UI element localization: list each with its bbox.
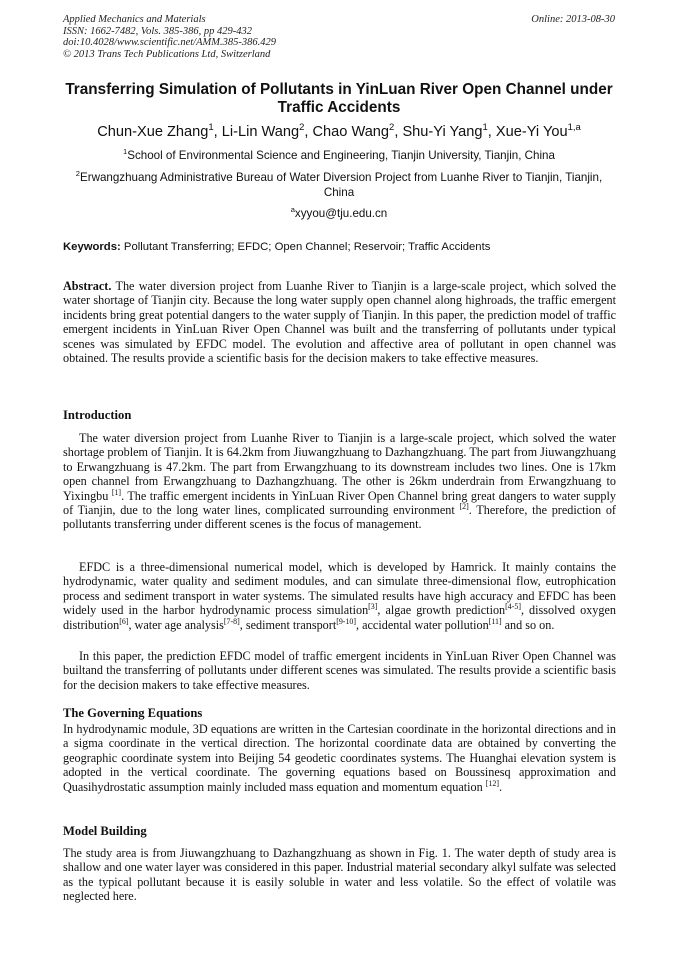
journal-header	[63, 14, 615, 60]
paragraph-text: . Therefore, the prediction of pollutants transferring under different scenes is the focus of management.	[63, 503, 616, 532]
citation[interactable]: [4-5]	[505, 602, 521, 612]
abstract	[63, 279, 616, 365]
paper-title: Transferring Simulation of Pollutants in YinLuan River Open Channel under Traffic Accidents	[65, 81, 613, 116]
paragraph-text: EFDC is a three-dimensional numerical model, which is developed by Hamrick. It mainly contains the hydrodynamic, water quality and sediment modules, and can simulate three-dimensional flow, eutrophication process and sediment transport in water systems. The simulated results have high accuracy and EFDC has been widely used in the harbor hydrodynamic process simulation	[63, 560, 616, 618]
paragraph-text: . The traffic emergent incidents in YinLuan River Open Channel bring great dangers to water supply of Tianjin, due to the long water lines, complicated surrounding environment	[63, 488, 616, 518]
doi-line: doi:10.4028/www.scientific.net/AMM.385-386.429	[63, 37, 276, 49]
abstract-label: Abstract.	[63, 279, 112, 293]
paragraph-text: , water age analysis	[128, 617, 224, 632]
copyright-line: © 2013 Trans Tech Publications Ltd, Switzerland	[63, 48, 271, 60]
author-affil-mark: 1	[482, 122, 488, 134]
abstract-text: The water diversion project from Luanhe River to Tianjin is a large-scale project, which solved the water shortage of Tianjin city. Because the long water supply open channel along highroads, the traffic emergent incidents bring great potential dangers to the water supply of Tianjin. In this paper, the prediction model of traffic emergent incidents in YinLuan River Open Channel was built and the transferring of pollutants under typical scenes was simulated by EFDC model. The evolution and affective area of pollutant in open channel was obtained. The results provide a scientific basis for the decision makers to take effective measures.	[63, 279, 617, 366]
journal-name: Applied Mechanics and Materials	[63, 14, 206, 25]
affiliation-mark: 2	[75, 169, 80, 179]
citation[interactable]: [3]	[368, 602, 378, 612]
affiliation-1	[60, 148, 618, 163]
affiliation-text: School of Environmental Science and Engineering, Tianjin University, Tianjin, China	[127, 149, 555, 162]
issn-line: ISSN: 1662-7482, Vols. 385-386, pp 429-432	[63, 25, 252, 37]
author-name: Chun-Xue Zhang	[97, 124, 209, 140]
affiliation-2	[60, 170, 618, 200]
author-name: Li-Lin Wang	[221, 124, 300, 140]
keywords-label: Keywords:	[63, 241, 121, 253]
paragraph-text: , sediment transport	[239, 617, 337, 632]
citation[interactable]: [7-8]	[223, 616, 240, 626]
intro-paragraph-3: In this paper, the prediction EFDC model of traffic emergent incidents in YinLuan River Open Channel was builtand the transferring of pollutants under different scenes was simulated. The results provide a scientific basis for the decision makers to take effective measures.	[63, 649, 616, 692]
citation[interactable]: [2]	[459, 501, 469, 511]
paragraph-text: and so on.	[501, 617, 555, 632]
paragraph-text: , accidental water pollution	[356, 617, 489, 632]
keywords-text: Pollutant Transferring; EFDC; Open Channel; Reservoir; Traffic Accidents	[123, 241, 491, 253]
citation[interactable]: [1]	[111, 487, 122, 497]
section-heading-governing-equations: The Governing Equations	[63, 706, 203, 720]
governing-paragraph	[63, 722, 616, 794]
paragraph-text: , dissolved oxygen distribution	[63, 603, 616, 632]
author-list: Chun-Xue Zhang$^1$, Li-Lin Wang$^2$, Chao Wang$^2$, Shu-Yi Yang$^1$, Xue-Yi You$^{1,a}$	[97, 122, 581, 140]
author-name: Xue-Yi You	[495, 124, 568, 140]
affiliation-text: Erwangzhuang Administrative Bureau of Water Diversion Project from Luanhe River to Tianjin, Tianjin, China	[80, 171, 603, 199]
author-affil-mark: 2	[389, 122, 395, 134]
citation[interactable]: [6]	[119, 616, 129, 626]
affiliation-mark: 1	[123, 147, 128, 157]
paragraph-text: .	[498, 779, 503, 794]
intro-paragraph-2	[63, 560, 616, 632]
paragraph-text: The water diversion project from Luanhe River to Tianjin is a large-scale project, which solved the water shortage problem of Tianjin. It is 64.2km from Jiuwangzhuang to Dazhangzhuang. The part from Jiuwangzhuang to Erwangzhuang is 47.2km. The part from Erwangzhuang to its downstream includes two lines. One is 17km open channel from Erwangzhuang to Dazhangzhuang. The other is 26km underdrain from Erwangzhuang to Yixingbu	[63, 431, 616, 503]
citation[interactable]: [12]	[485, 778, 499, 788]
intro-paragraph-1	[63, 431, 616, 532]
section-heading-introduction: Introduction	[63, 408, 132, 422]
author-name: Chao Wang	[312, 124, 390, 140]
email-mark: a	[290, 205, 295, 215]
author-affil-mark: 1	[208, 122, 214, 134]
citation[interactable]: [9-10]	[336, 616, 357, 626]
author-name: Shu-Yi Yang	[402, 124, 483, 140]
model-paragraph: The study area is from Jiuwangzhuang to Dazhangzhuang as shown in Fig. 1. The water depth of study area is shallow and one water layer was considered in this paper. Industrial material secondary alkyl sulfate was selected as the typical pollutant because it is easily soluble in water and less volatile. So the effect of volatile was neglected here.	[63, 846, 616, 904]
paragraph-text: In hydrodynamic module, 3D equations are written in the Cartesian coordinate in the horizontal directions and in a sigma coordinate in the vertical direction. The horizontal coordinate data are obtained by converting the geographic coordinate system into Beijing 54 geodetic coordinates systems. The Huanghai elevation system is adopted in the vertical coordinate. The governing equations based on Boussinesq approximation and Quasihydrostatic assumption mainly included mass equation and momentum equation	[63, 722, 616, 794]
author-email[interactable]	[60, 206, 618, 221]
online-date: Online: 2013-08-30	[531, 14, 615, 25]
keywords	[63, 240, 618, 255]
section-heading-model-building: Model Building	[63, 824, 147, 838]
citation[interactable]: [11]	[488, 616, 502, 626]
author-affil-mark: 1,a	[567, 122, 581, 134]
author-affil-mark: 2	[299, 122, 305, 134]
paragraph-text: , algae growth prediction	[377, 603, 506, 618]
email-text[interactable]: xyyou@tju.edu.cn	[294, 207, 388, 220]
